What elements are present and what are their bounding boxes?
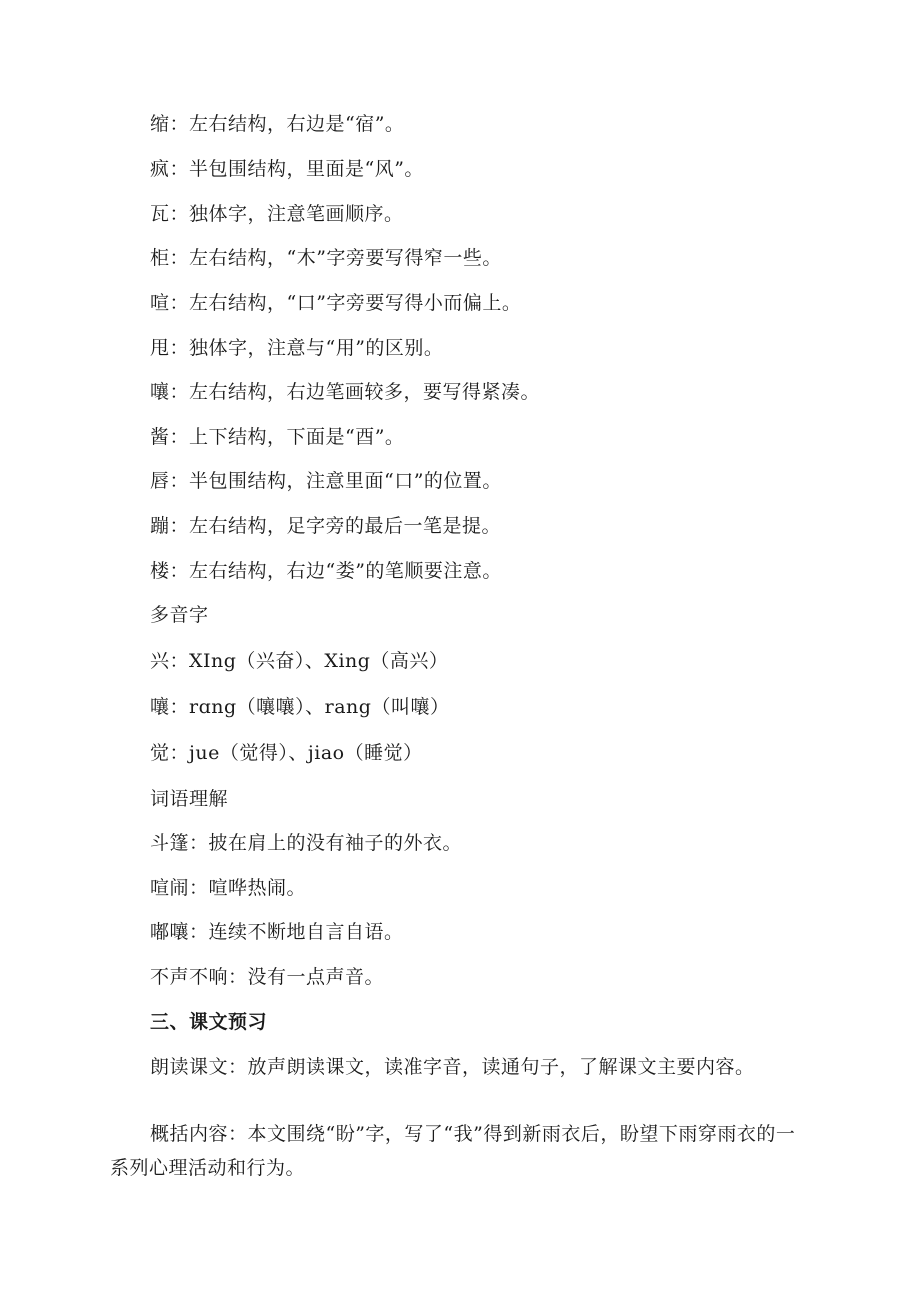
polyphone-item: 觉：jue（觉得）、jiao（睡觉）: [150, 742, 423, 764]
character-note: 缩：左右结构，右边是“宿”。: [150, 113, 405, 135]
character-note: 喧：左右结构，“口”字旁要写得小而偏上。: [150, 292, 522, 314]
section-heading: 三、课文预习: [150, 1011, 268, 1033]
vocabulary-title: 词语理解: [150, 788, 229, 810]
character-note: 柜：左右结构，“木”字旁要写得窄一些。: [150, 247, 502, 269]
vocabulary-item: 斗篷：披在肩上的没有袖子的外衣。: [150, 832, 463, 854]
polyphone-item: 嚷：rɑng（嚷嚷）、rang（叫嚷）: [150, 696, 450, 718]
character-note: 酱：上下结构，下面是“酉”。: [150, 426, 405, 448]
reading-paragraph: 朗读课文：放声朗读课文，读准字音，读通句子，了解课文主要内容。: [150, 1056, 755, 1078]
summary-paragraph: 概括内容：本文围绕“盼”字，写了“我”得到新雨衣后，盼望下雨穿雨衣的一系列心理活动和行为。: [110, 1123, 796, 1179]
character-note: 甩：独体字，注意与“用”的区别。: [150, 337, 444, 359]
character-note: 唇：半包围结构，注意里面“口”的位置。: [150, 470, 502, 492]
character-note: 瓦：独体字，注意笔画顺序。: [150, 203, 404, 225]
character-note: 嚷：左右结构，右边笔画较多，要写得紧凑。: [150, 381, 541, 403]
character-note: 蹦：左右结构，足字旁的最后一笔是提。: [150, 515, 502, 537]
vocabulary-item: 不声不响：没有一点声音。: [150, 966, 385, 988]
character-note: 疯：半包围结构，里面是“风”。: [150, 158, 424, 180]
polyphone-item: 兴：XIng（兴奋）、Xing（高兴）: [150, 650, 449, 672]
vocabulary-item: 嘟嚷：连续不断地自言自语。: [150, 921, 404, 943]
polyphone-title: 多音字: [150, 604, 209, 626]
vocabulary-item: 喧闹：喧哗热闹。: [150, 877, 307, 899]
character-note: 楼：左右结构，右边“娄”的笔顺要注意。: [150, 560, 502, 582]
